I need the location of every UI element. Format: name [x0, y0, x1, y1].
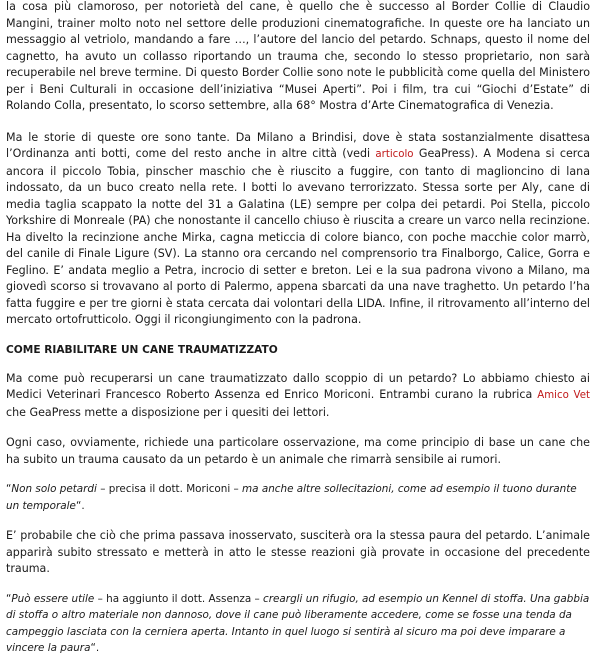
paragraph-veterinari [6, 371, 590, 422]
paragraph-principio: Ogni caso, ovviamente, richiede una particolare osservazione, ma come principio di base un cane che ha subito un trauma causato da un petardo è un animale che rimarrà sensibile ai rumori. [6, 436, 590, 466]
quote-moriconi-italic-2: ma anche altre sollecitazioni, come ad esempio il tuono durante un temporale [6, 483, 577, 512]
amico-vet-link[interactable]: Amico Vet [537, 390, 590, 401]
paragraph-stories-text-1: Ma le storie di queste ore sono tante. Da Milano a Brindisi, dove è stata sostanzialmente disattesa l’Ordinanza anti botti, come del resto anche in altre città (vedi [6, 130, 590, 160]
paragraph-stories [6, 130, 590, 329]
paragraph-stories-text-2: GeaPress). A Modena si cerca ancora il piccolo Tobia, pinscher maschio che è riuscito a fuggire, con tanto di maglioncino di lana indossato, da un buco creato nella rete. I botti lo avevano terrorizzato. Stessa sorte per Aly, cane di media taglia scappato la notte del 31 a Galatina (LE) sempre per colpa dei petardi. Poi Stella, piccolo Yorkshire di Monreale (PA) che nonostante il cancello chiuso è riuscita a creare un varco nella recinzione. Ha divelto la recinzione anche Mirka, cagna meticcia di colore bianco, con poche macchie color marrò, del canile di Finale Ligure (SV). La stanno ora cercando nel comprensorio tra Finalborgo, Calice, Gorra e Feglino. E’ andata meglio a Petra, incrocio di setter e breton. Lei e la sua padrona vivono a Milano, ma giovedì scorso si trovavano al porto di Palermo, appena sbarcati da una nave traghetto. Un petardo l’ha fatta fuggire e per tre giorni è stata cercata dai volontari della LIDA. Infine, il ritrovamento all’interno del mercato ortofrutticolo. Oggi il ricongiungimento con la padrona. [6, 147, 590, 326]
quote-assenza-italic-2: creargli un rifugio, ad esempio un Kennel di stoffa. Una gabbia di stoffa o altro materiale non dannoso, dove il cane può liberamente accedere, come se fosse una tenda da campeggio lasciata con la cerniera aperta. Intanto in quel luogo si sentirà al sicuro ma poi deve imparare a vincere la paura [6, 592, 590, 654]
quote-assenza-attribution: – ha aggiunto il dott. Assenza – [94, 592, 264, 605]
section-heading: COME RIABILITARE UN CANE TRAUMATIZZATO [6, 343, 278, 356]
quote-close-mark: “. [90, 642, 100, 654]
quote-close-mark: “. [75, 499, 85, 512]
quote-moriconi [6, 481, 590, 514]
quote-open-mark: “ [6, 592, 12, 605]
paragraph-veterinari-text-1: Ma come può recuperarsi un cane traumatizzato dallo scoppio di un petardo? Lo abbiamo chiesto ai Medici Veterinari Francesco Roberto Assenza ed Enrico Moriconi. Entrambi curano la rubrica [6, 371, 590, 401]
quote-open-mark: “ [6, 483, 12, 495]
paragraph-veterinari-text-2: che GeaPress mette a disposizione per i quesiti dei lettori. [6, 405, 330, 419]
quote-moriconi-italic-1: Non solo petardi [11, 483, 97, 495]
paragraph-mangini: la cosa più clamoroso, per notorietà del cane, è quello che è successo al Border Collie di Claudio Mangini, trainer molto noto nel settore delle produzioni cinematografiche. In queste ore ha lanciato un messaggio al vetriolo, mandando a fare …, l’autore del lancio del petardo. Schnaps, questo il nome del cagnetto, ha avuto un collasso riportando un trauma che, secondo lo stesso proprietario, non sarà recuperabile nel breve termine. Di questo Border Collie sono note le pubblicità come quella del Ministero per i Beni Culturali in occasione dell’iniziativa “Musei Aperti”. Poi i film, tra cui “Giochi d’Estate” di Rolando Colla, presentato, lo scorso settembre, alla 68° Mostra d’Arte Cinematografica di Venezia. [6, 0, 590, 112]
quote-assenza [6, 591, 590, 657]
quote-moriconi-attribution: – precisa il dott. Moriconi – [96, 483, 243, 495]
paragraph-stress: E’ probabile che ciò che prima passava inosservato, susciterà ora la stessa paura del petardo. L’animale apparirà subito stressato e metterà in atto le stesse reazioni già provate in occasione del precedente trauma. [6, 529, 590, 575]
articolo-link[interactable]: articolo [375, 149, 414, 160]
quote-assenza-italic-1: Può essere utile [11, 592, 95, 605]
